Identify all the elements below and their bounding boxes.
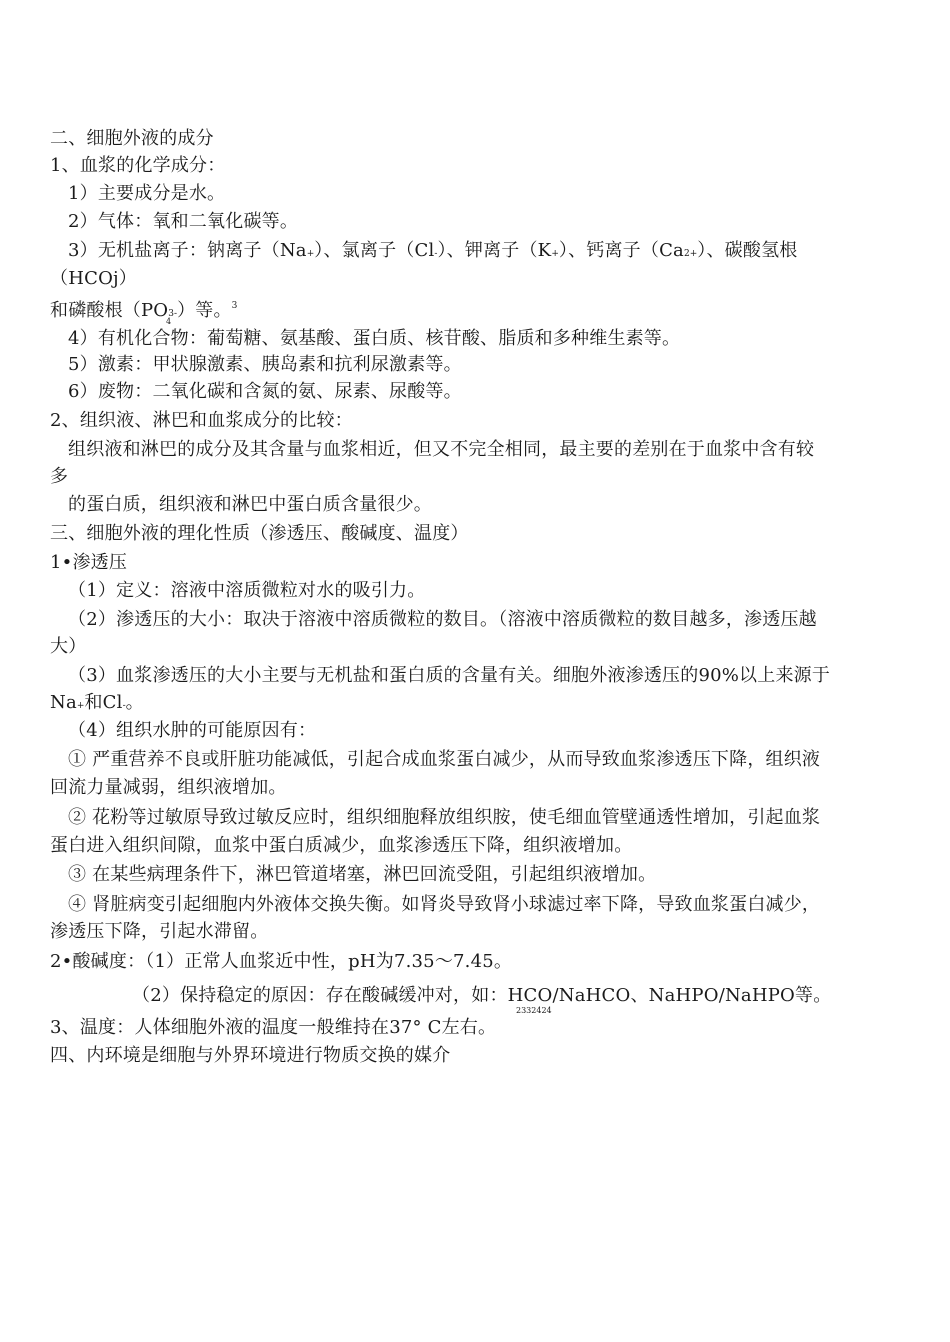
list-item-ions-cont [50, 292, 910, 328]
charge-mark: 3- [168, 309, 178, 319]
list-item: 5）激素：甲状腺激素、胰岛素和抗利尿激素等。 [68, 354, 462, 375]
subheading-osmotic-pressure: 1•渗透压 [50, 552, 128, 573]
section-heading-3: 三、细胞外液的理化性质（渗透压、酸碱度、温度） [50, 523, 469, 544]
subheading-ph: 2•酸碱度：（1）正常人血浆近中性，pH为7.35〜7.45。 [50, 951, 513, 972]
list-item-ions [68, 237, 928, 268]
list-item: 2）气体：氧和二氧化碳等。 [68, 211, 299, 232]
list-item: （1）定义：溶液中溶质微粒对水的吸引力。 [68, 580, 426, 601]
text-run: ）、钾离子（K [437, 240, 552, 261]
cause-item-1: ① 严重营养不良或肝脏功能减低，引起合成血浆蛋白减少，从而导致血浆渗透压下降，组织液 [68, 749, 821, 770]
list-item: （3）血浆渗透压的大小主要与无机盐和蛋白质的含量有关。细胞外液渗透压的90%以上来源于 [68, 665, 831, 686]
paragraph-line: 的蛋白质，组织液和淋巴中蛋白质含量很少。 [68, 494, 432, 515]
cause-item-4: ④ 肾脏病变引起细胞内外液体交换失衡。如肾炎导致肾小球滤过率下降，导致血浆蛋白减少， [68, 894, 821, 915]
list-item: 6）废物：二氧化碳和含氮的氨、尿素、尿酸等。 [68, 381, 462, 402]
text-run: 和Cl [84, 692, 123, 713]
subheading-comparison: 2、组织液、淋巴和血浆成分的比较： [50, 410, 353, 431]
subscript-note: 4 [166, 317, 172, 326]
list-item: （2）渗透压的大小：取决于溶液中溶质微粒的数目。（溶液中溶质微粒的数目越多，渗透压越 [68, 609, 817, 630]
list-item: 1）主要成分是水。 [68, 183, 226, 204]
subheading-plasma-composition: 1、血浆的化学成分： [50, 155, 226, 176]
subscript-note: 2332424 [516, 1006, 552, 1015]
text-run: 3）无机盐离子：钠离子（Na [68, 240, 307, 261]
list-item: （4）组织水肿的可能原因有： [68, 720, 317, 741]
list-item-cont [50, 689, 910, 720]
text-run: ）等。 [177, 300, 232, 321]
section-heading-2: 二、细胞外液的成分 [50, 128, 214, 149]
charge-mark: + [76, 701, 85, 711]
list-item-ions-cont: （HCOj） [50, 268, 138, 289]
cause-item-2: ② 花粉等过敏原导致过敏反应时，组织细胞释放组织胺，使毛细血管壁通透性增加，引起血浆 [68, 807, 821, 828]
cause-item-3: ③ 在某些病理条件下，淋巴管道堵塞，淋巴回流受阻，引起组织液增加。 [68, 864, 657, 885]
list-item-buffer: （2）保持稳定的原因：存在酸碱缓冲对，如：HCO/NaHCO、NaHPO/NaHPO等。 [132, 985, 832, 1006]
paragraph-line: 多 [50, 466, 69, 487]
text-run: 和磷酸根（PO [50, 300, 169, 321]
charge-mark: - [434, 249, 438, 259]
text-run: ）、碳酸氢根 [697, 240, 798, 261]
paragraph-line: 组织液和淋巴的成分及其含量与血浆相近，但又不完全相同，最主要的差别在于血浆中含有较 [68, 439, 815, 460]
text-run: ）、氯离子（Cl [314, 240, 435, 261]
text-run: Na [50, 692, 77, 713]
text-run: 。 [125, 692, 144, 713]
charge-mark: + [551, 249, 559, 259]
list-item-cont: 大） [50, 636, 87, 657]
cause-item-1-cont: 回流力量减弱，组织液增加。 [50, 777, 287, 798]
charge-mark: + [306, 249, 315, 259]
text-run: ）、钙离子（Ca [558, 240, 684, 261]
list-item: 4）有机化合物：葡萄糖、氨基酸、蛋白质、核苷酸、脂质和多种维生素等。 [68, 328, 681, 349]
subheading-temperature: 3、温度：人体细胞外液的温度一般维持在37° C左右。 [50, 1017, 497, 1038]
charge-mark: - [122, 701, 126, 711]
cause-item-2-cont: 蛋白进入组织间隙，血浆中蛋白质减少，血浆渗透压下降，组织液增加。 [50, 835, 633, 856]
stray-superscript: 3 [231, 301, 238, 311]
charge-mark: 2+ [683, 249, 698, 259]
cause-item-4-cont: 渗透压下降，引起水滞留。 [50, 921, 269, 942]
section-heading-4: 四、内环境是细胞与外界环境进行物质交换的媒介 [50, 1045, 451, 1066]
